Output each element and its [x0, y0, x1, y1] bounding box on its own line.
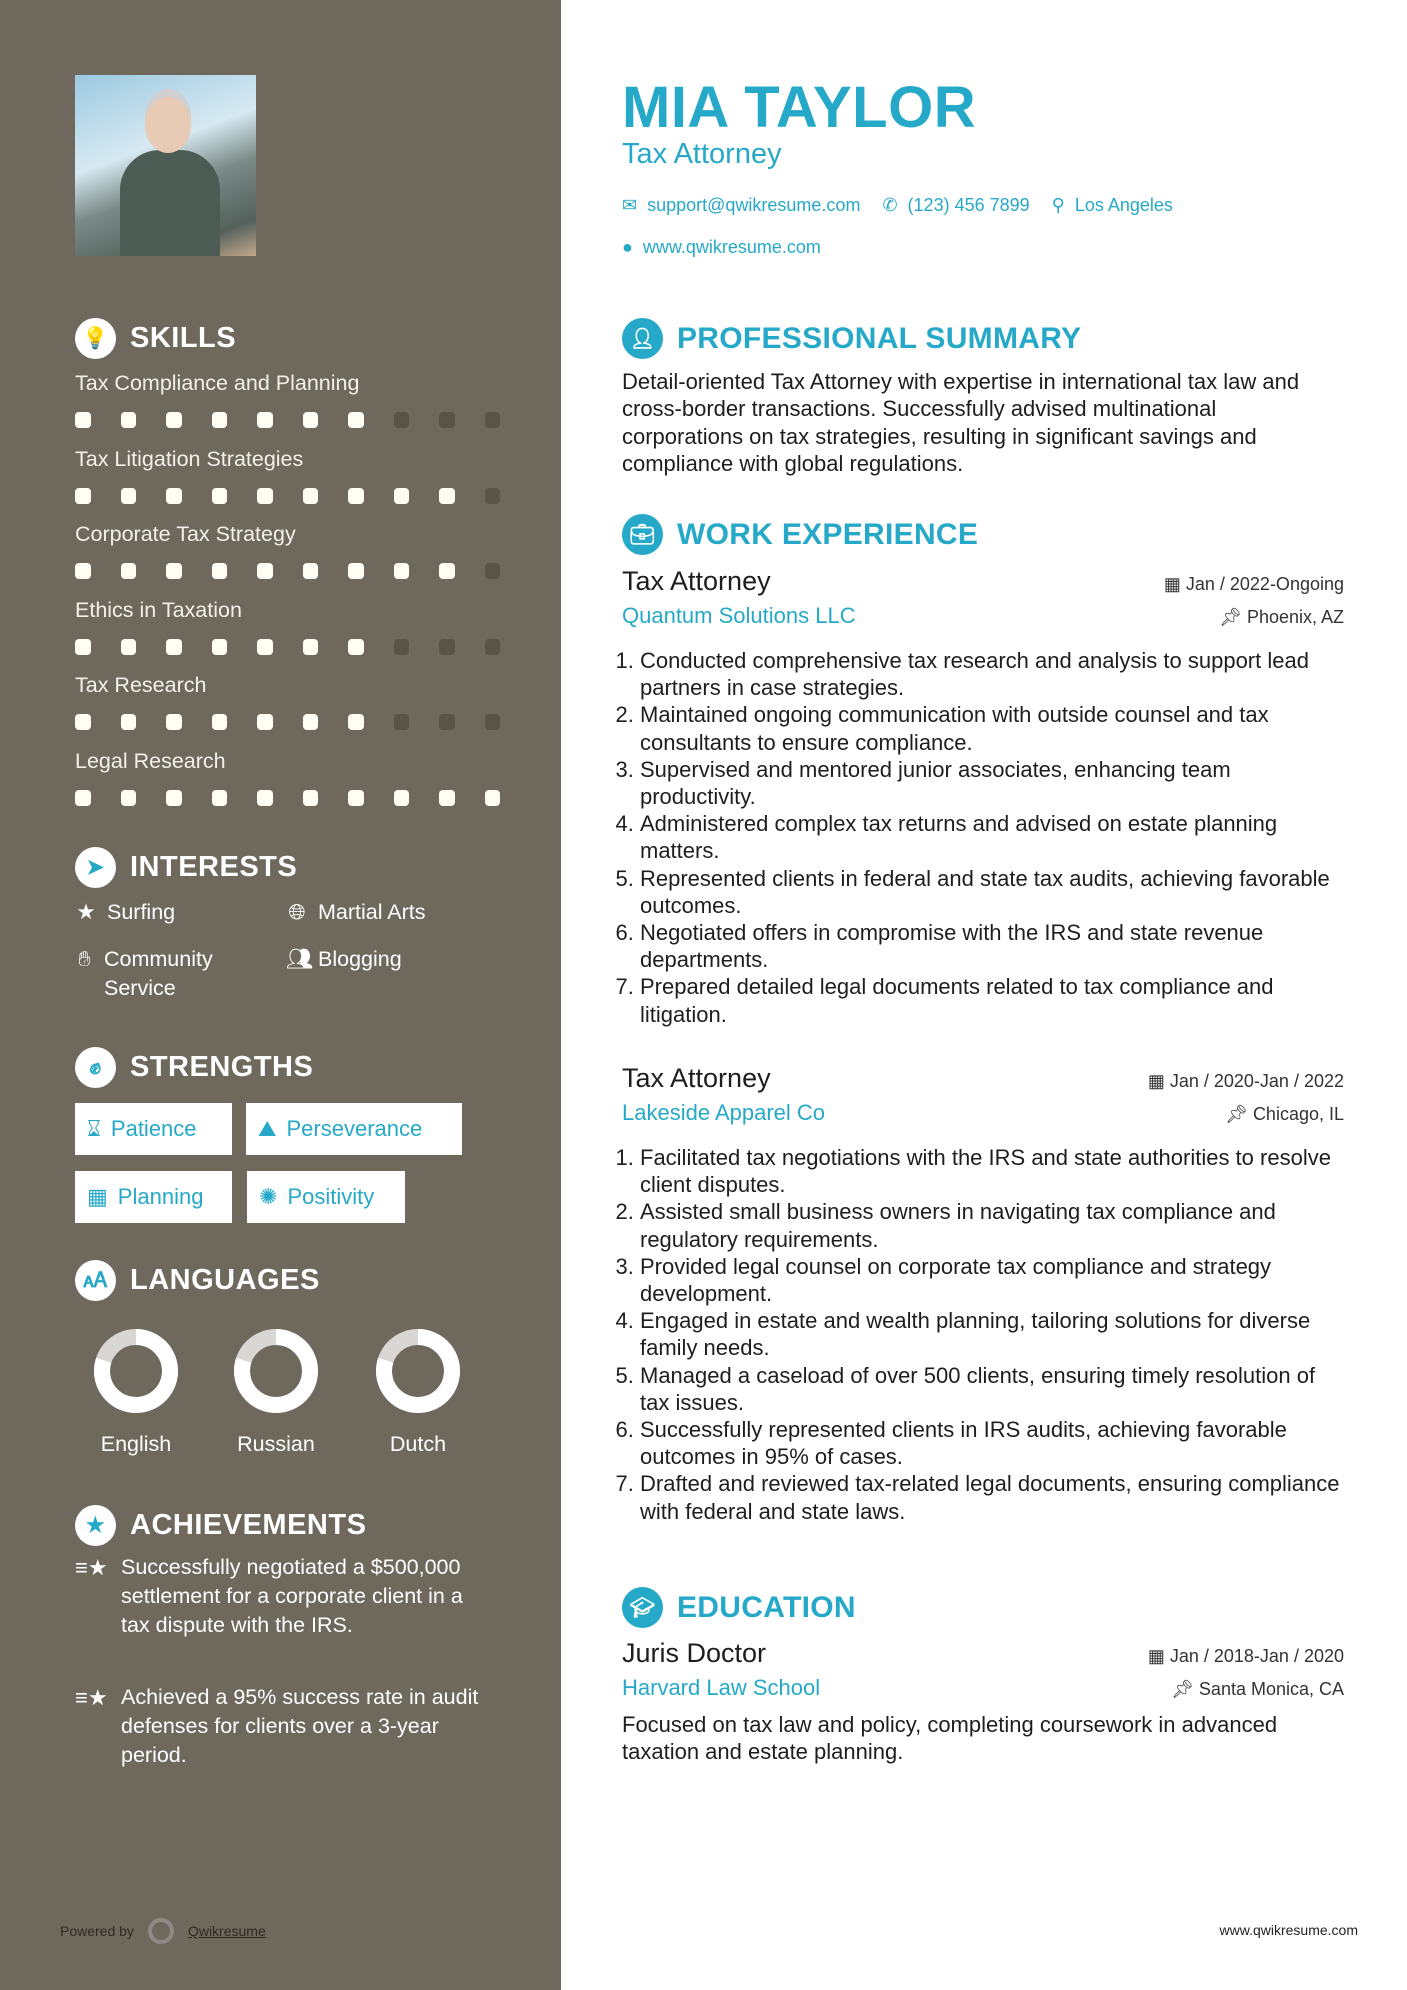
- skill-label: Corporate Tax Strategy: [75, 522, 296, 546]
- rating-dot: [212, 412, 228, 428]
- interest-item: [75, 898, 175, 927]
- hourglass-icon: ⌛︎: [87, 1116, 101, 1141]
- summary-title: PROFESSIONAL SUMMARY: [677, 321, 1082, 355]
- education-title: EDUCATION: [677, 1590, 856, 1624]
- language-donut: [376, 1329, 460, 1413]
- rating-dot: [394, 412, 410, 428]
- rating-dot: [75, 639, 91, 655]
- company: Lakeside Apparel Co: [622, 1100, 826, 1125]
- fist-icon: ✊︎: [75, 1047, 116, 1088]
- rating-dot: [303, 412, 319, 428]
- skill-item: [75, 598, 500, 655]
- summary-text: Detail-oriented Tax Attorney with expertise in international tax law and cross-border transactions. Successfully advised multinational corporations on tax strategies, resulting in significant savings and compliance with global regulations.: [622, 369, 1300, 476]
- strength-badge: [75, 1103, 232, 1155]
- paper-plane-icon: ➤: [75, 847, 116, 888]
- job-bullet: 1. Conducted comprehensive tax research and analysis to support lead partners in case strategies.: [640, 647, 1344, 701]
- strength-label: Perseverance: [286, 1116, 423, 1141]
- sun-icon: ✺: [259, 1184, 278, 1209]
- rating-dot: [394, 639, 410, 655]
- experience-title: WORK EXPERIENCE: [677, 517, 979, 551]
- graduate-icon: 🎓︎: [622, 1587, 663, 1628]
- shooting-star-icon: ≡★: [75, 1555, 108, 1580]
- rating-dot: [439, 639, 455, 655]
- job-entry: [622, 1063, 1344, 1525]
- rating-dot: [212, 790, 228, 806]
- languages-title: LANGUAGES: [130, 1264, 320, 1296]
- interest-label: Community Service: [104, 947, 213, 1000]
- strength-label: Patience: [110, 1116, 197, 1141]
- briefcase-icon: 💼︎: [622, 514, 663, 555]
- shooting-star-icon: ★: [75, 1505, 116, 1546]
- interest-label: Surfing: [107, 900, 176, 924]
- summary-heading: [622, 318, 1081, 359]
- strength-badge: [75, 1171, 232, 1223]
- rating-dot: [394, 790, 410, 806]
- rating-dot: [75, 714, 91, 730]
- job-location: Phoenix, AZ: [1246, 607, 1344, 627]
- rating-dot: [257, 488, 273, 504]
- rating-dot: [303, 714, 319, 730]
- skill-item: [75, 522, 500, 579]
- achievement-text: Successfully negotiated a $500,000 settlement for a corporate client in a tax dispute with the IRS.: [121, 1555, 463, 1637]
- achievements-title: ACHIEVEMENTS: [130, 1509, 367, 1541]
- rating-dot: [166, 639, 182, 655]
- skill-label: Ethics in Taxation: [75, 597, 242, 622]
- skill-item: [75, 371, 500, 428]
- education-dates: Jan / 2018-Jan / 2020: [1169, 1646, 1344, 1666]
- rating-dot: [303, 488, 319, 504]
- rating-dot: [303, 639, 319, 655]
- interest-item: [286, 945, 402, 974]
- job-bullets: [622, 647, 1344, 1028]
- interest-item: [75, 945, 265, 1003]
- rating-dot: [75, 563, 91, 579]
- language-donut: [234, 1329, 318, 1413]
- experience-heading: [622, 514, 978, 555]
- rating-dot: [485, 563, 501, 579]
- road-icon: ⛰︎: [258, 1116, 277, 1141]
- achievement-item: [75, 1553, 495, 1640]
- skill-label: Tax Compliance and Planning: [75, 371, 360, 395]
- skill-rating: [75, 488, 500, 504]
- strength-label: Planning: [117, 1184, 204, 1209]
- job-bullet: 2. Assisted small business owners in navigating tax compliance and regulatory requirements.: [640, 1198, 1344, 1252]
- achievement-text: Achieved a 95% success rate in audit defenses for clients over a 3-year period.: [121, 1685, 479, 1767]
- rating-dot: [394, 488, 410, 504]
- rating-dot: [394, 563, 410, 579]
- job-title: Tax Attorney: [622, 566, 771, 596]
- skill-rating: [75, 412, 500, 428]
- rating-dot: [257, 563, 273, 579]
- rating-dot: [257, 714, 273, 730]
- skill-label: Tax Research: [75, 673, 207, 697]
- globe-icon: ●: [622, 237, 633, 257]
- rating-dot: [166, 790, 182, 806]
- achievement-item: [75, 1683, 495, 1770]
- rating-dot: [121, 412, 137, 428]
- strength-badge: [246, 1103, 462, 1155]
- strengths-title: STRENGTHS: [130, 1051, 314, 1083]
- job-location: Chicago, IL: [1252, 1104, 1344, 1124]
- rating-dot: [166, 563, 182, 579]
- shooting-star-icon: ≡★: [75, 1685, 108, 1710]
- job-bullet: 3. Supervised and mentored junior associates, enhancing team productivity.: [640, 756, 1344, 810]
- education-entry: [622, 1638, 1344, 1766]
- rating-dot: [485, 412, 501, 428]
- rating-dot: [75, 488, 91, 504]
- calendar-icon: ▦: [1163, 574, 1186, 594]
- qwikresume-link[interactable]: Qwikresume: [187, 1923, 266, 1939]
- translate-icon: 🗚︎: [75, 1260, 116, 1301]
- language-label: Russian: [237, 1432, 315, 1456]
- profile-photo: [75, 75, 256, 256]
- pushpin-icon: 📌︎: [1225, 1104, 1253, 1124]
- job-bullet: 1. Facilitated tax negotiations with the IRS and state authorities to resolve client disputes.: [640, 1144, 1344, 1198]
- rating-dot: [485, 639, 501, 655]
- skill-item: [75, 749, 500, 806]
- job-bullet: 3. Provided legal counsel on corporate tax compliance and strategy development.: [640, 1253, 1344, 1307]
- interests-heading: [75, 847, 297, 888]
- school: Harvard Law School: [622, 1675, 821, 1700]
- rating-dot: [257, 412, 273, 428]
- rating-dot: [166, 412, 182, 428]
- job-bullet: 4. Administered complex tax returns and advised on estate planning matters.: [640, 810, 1344, 864]
- job-bullet: 2. Maintained ongoing communication with outside counsel and tax consultants to ensure compliance.: [640, 701, 1344, 755]
- languages-heading: [75, 1260, 320, 1301]
- company: Quantum Solutions LLC: [622, 603, 856, 628]
- powered-by: [60, 1918, 266, 1944]
- job-dates: Jan / 2020-Jan / 2022: [1169, 1071, 1344, 1091]
- education-location: Santa Monica, CA: [1198, 1679, 1344, 1699]
- skill-item: [75, 447, 500, 504]
- rating-dot: [439, 563, 455, 579]
- lightbulb-icon: 💡: [75, 318, 116, 359]
- skill-rating: [75, 563, 500, 579]
- hand-icon: ✋︎: [78, 947, 91, 971]
- pushpin-icon: 📌︎: [1219, 607, 1247, 627]
- job-dates: Jan / 2022-Ongoing: [1185, 574, 1344, 594]
- rating-dot: [439, 412, 455, 428]
- rating-dot: [166, 714, 182, 730]
- rating-dot: [212, 488, 228, 504]
- qwikresume-logo-icon: [148, 1918, 174, 1944]
- strength-label: Positivity: [287, 1184, 375, 1209]
- map-pin-icon: ⚲: [1051, 195, 1065, 215]
- job-bullet: 6. Negotiated offers in compromise with the IRS and state revenue departments.: [640, 919, 1344, 973]
- rating-dot: [485, 790, 501, 806]
- strength-badge: [247, 1171, 405, 1223]
- job-bullet: 4. Engaged in estate and wealth planning, tailoring solutions for diverse family needs.: [640, 1307, 1344, 1361]
- users-icon: 👥︎: [286, 947, 314, 971]
- job-bullet: 7. Drafted and reviewed tax-related legal documents, ensuring compliance with federal and state laws.: [640, 1470, 1344, 1524]
- location: Los Angeles: [1074, 195, 1173, 215]
- rating-dot: [257, 790, 273, 806]
- skill-label: Legal Research: [75, 748, 226, 773]
- envelope-icon: ✉: [622, 195, 638, 215]
- rating-dot: [348, 639, 364, 655]
- job-entry: [622, 566, 1344, 1028]
- language-label: Dutch: [389, 1432, 447, 1456]
- job-bullet: 5. Managed a caseload of over 500 clients, ensuring timely resolution of tax issues.: [640, 1362, 1344, 1416]
- skill-item: [75, 673, 500, 730]
- rating-dot: [121, 488, 137, 504]
- rating-dot: [439, 714, 455, 730]
- job-bullets: [622, 1144, 1344, 1525]
- degree: Juris Doctor: [622, 1638, 767, 1668]
- skill-rating: [75, 714, 500, 730]
- skill-rating: [75, 790, 500, 806]
- rating-dot: [212, 639, 228, 655]
- rating-dot: [257, 639, 273, 655]
- rating-dot: [75, 412, 91, 428]
- rating-dot: [303, 563, 319, 579]
- globe-icon: 🌐︎: [288, 900, 306, 924]
- rating-dot: [121, 563, 137, 579]
- rating-dot: [212, 563, 228, 579]
- phone: (123) 456 7899: [907, 195, 1030, 215]
- powered-by-label: Powered by: [60, 1923, 134, 1939]
- rating-dot: [348, 412, 364, 428]
- interest-label: Blogging: [318, 947, 402, 971]
- job-bullet: 7. Prepared detailed legal documents related to tax compliance and litigation.: [640, 973, 1344, 1027]
- calendar-icon: ▦: [1147, 1646, 1170, 1666]
- calendar-icon: ▦: [1147, 1071, 1170, 1091]
- calendar-icon: ▦: [87, 1184, 108, 1209]
- contact-row: [622, 195, 1173, 216]
- candidate-title: Tax Attorney: [622, 138, 782, 170]
- language-label: English: [100, 1432, 172, 1456]
- achievements-heading: [75, 1505, 366, 1546]
- website-link[interactable]: www.qwikresume.com: [642, 237, 821, 257]
- interests-title: INTERESTS: [130, 851, 298, 883]
- rating-dot: [348, 714, 364, 730]
- job-bullet: 6. Successfully represented clients in IRS audits, achieving favorable outcomes in 95% of cases.: [640, 1416, 1344, 1470]
- strengths-heading: [75, 1047, 313, 1088]
- footer-website[interactable]: www.qwikresume.com: [1219, 1922, 1358, 1938]
- interest-item: [286, 898, 426, 927]
- website-row: [622, 237, 821, 258]
- job-title: Tax Attorney: [622, 1063, 771, 1093]
- rating-dot: [348, 790, 364, 806]
- rating-dot: [439, 790, 455, 806]
- candidate-name: MIA TAYLOR: [622, 75, 977, 140]
- education-heading: [622, 1587, 856, 1628]
- sidebar: [0, 0, 561, 1990]
- language-donut: [94, 1329, 178, 1413]
- rating-dot: [485, 714, 501, 730]
- rating-dot: [303, 790, 319, 806]
- rating-dot: [166, 488, 182, 504]
- skill-rating: [75, 639, 500, 655]
- phone-icon: ✆: [882, 195, 898, 215]
- skill-label: Tax Litigation Strategies: [75, 446, 304, 471]
- interest-label: Martial Arts: [318, 900, 426, 924]
- rating-dot: [212, 714, 228, 730]
- star-icon: ★: [76, 900, 96, 924]
- education-text: Focused on tax law and policy, completing coursework in advanced taxation and estate planning.: [622, 1712, 1278, 1765]
- email[interactable]: support@qwikresume.com: [647, 195, 861, 215]
- rating-dot: [348, 488, 364, 504]
- pushpin-icon: 📌︎: [1171, 1679, 1199, 1699]
- rating-dot: [394, 714, 410, 730]
- rating-dot: [121, 790, 137, 806]
- rating-dot: [485, 488, 501, 504]
- job-bullet: 5. Represented clients in federal and state tax audits, achieving favorable outcomes.: [640, 865, 1344, 919]
- rating-dot: [348, 563, 364, 579]
- rating-dot: [439, 488, 455, 504]
- rating-dot: [75, 790, 91, 806]
- skills-heading: [75, 318, 236, 359]
- user-icon: 👤︎: [622, 318, 663, 359]
- rating-dot: [121, 639, 137, 655]
- rating-dot: [121, 714, 137, 730]
- skills-title: SKILLS: [130, 322, 237, 354]
